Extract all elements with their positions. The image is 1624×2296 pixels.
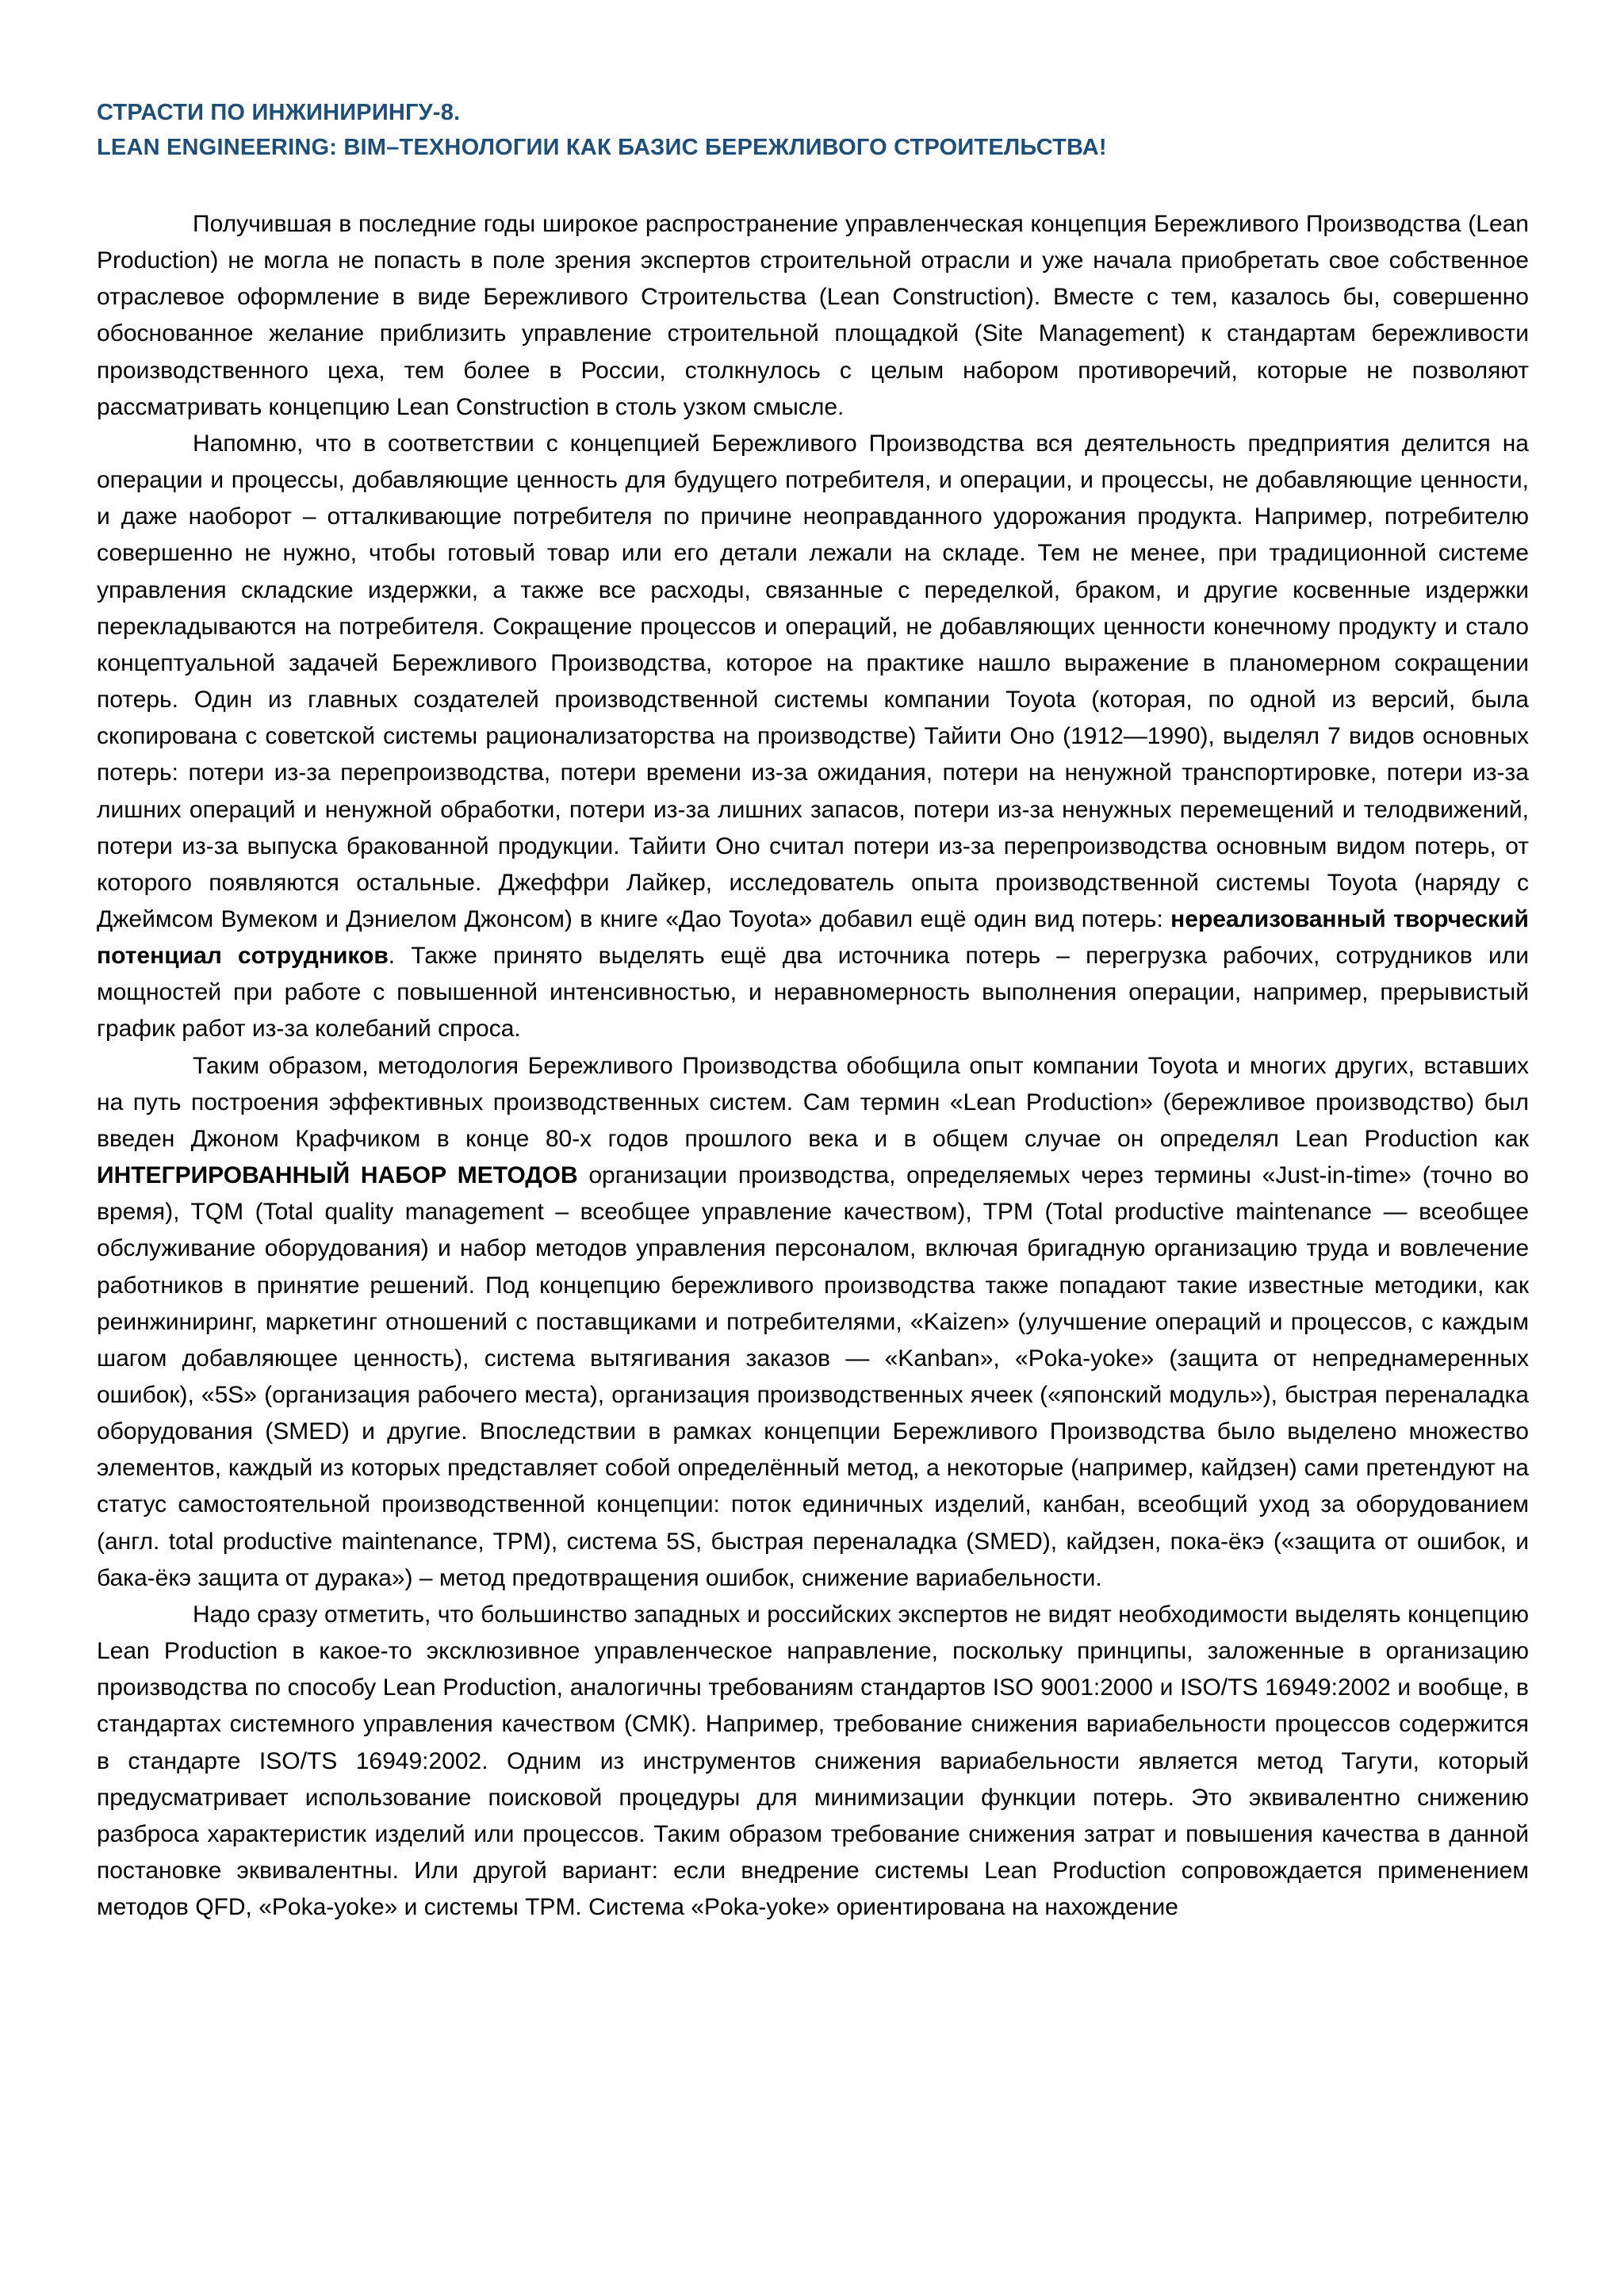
paragraph-3-text-a: Таким образом, методология Бережливого Производства обобщила опыт компании Toyota и многих других, вставших на путь построения эффективных производственных систем. Сам термин «Lean Production» (бережливое производство) был введен Джоном Крафчиком в конце 80-х годов прошлого века и в общем случае он определял Lean Production как [97, 1052, 1529, 1152]
paragraph-1 [97, 206, 1529, 426]
paragraph-3-bold-phrase: ИНТЕГРИРОВАННЫЙ НАБОР МЕТОДОВ [97, 1162, 578, 1189]
document-page [97, 95, 1529, 2267]
paragraph-2-text-b: . Также принято выделять ещё два источника потерь – перегрузка рабочих, сотрудников или мощностей при работе с повышенной интенсивностью, и неравномерность выполнения операции, например, прерывистый график работ из-за колебаний спроса. [97, 943, 1529, 1043]
paragraph-3-text-b: организации производства, определяемых через термины «Just-in-time» (точно во время), TQM (Total quality management – всеобщее управление качеством), TPM (Total productive maintenance — всеобщее обслуживание оборудования) и набор методов управления персоналом, включая бригадную организацию труда и вовлечение работников в принятие решений. Под концепцию бережливого производства также попадают такие известные методики, как реинжиниринг, маркетинг отношений с поставщиками и потребителями, «Kaizen» (улучшение операций и процессов, с каждым шагом добавляющее ценность), система вытягивания заказов — «Kanban», «Poka-yoke» (защита от непреднамеренных ошибок), «5S» (организация рабочего места), организация производственных ячеек («японский модуль»), быстрая переналадка оборудования (SMED) и другие. Впоследствии в рамках концепции Бережливого Производства было выделено множество элементов, каждый из которых представляет собой определённый метод, а некоторые (например, кайдзен) сами претендуют на статус самостоятельной производственной концепции: поток единичных изделий, канбан, всеобщий уход за оборудованием (англ. total productive maintenance, TPM), система 5S, быстрая переналадка (SMED), кайдзен, пока-ёкэ («защита от ошибок, и бака-ёкэ защита от дурака») – метод предотвращения ошибок, снижение вариабельности. [97, 1162, 1529, 1591]
paragraph-2-text-a: Напомню, что в соответствии с концепцией Бережливого Производства вся деятельность предприятия делится на операции и процессы, добавляющие ценность для будущего потребителя, и операции, и процессы, не добавляющие ценности, и даже наоборот – отталкивающие потребителя по причине неоправданного удорожания продукта. Например, потребителю совершенно не нужно, чтобы готовый товар или его детали лежали на складе. Тем не менее, при традиционной системе управления складские издержки, а также все расходы, связанные с переделкой, браком, и другие косвенные издержки перекладываются на потребителя. Сокращение процессов и операций, не добавляющих ценности конечному продукту и стало концептуальной задачей Бережливого Производства, которое на практике нашло выражение в планомерном сокращении потерь. Один из главных создателей производственной системы компании Toyota (которая, по одной из версий, была скопирована с советской системы рационализаторства на производстве) Тайити Оно (1912—1990), выделял 7 видов основных потерь: потери из-за перепроизводства, потери времени из-за ожидания, потери на ненужной транспортировке, потери из-за лишних операций и ненужной обработки, потери из-за лишних запасов, потери из-за ненужных перемещений и телодвижений, потери из-за выпуска бракованной продукции. Тайити Оно считал потери из-за перепроизводства основным видом потерь, от которого появляются остальные. Джеффри Лайкер, исследователь опыта производственной системы Toyota (наряду с Джеймсом Вумеком и Дэниелом Джонсом) в книге «Дао Toyota» добавил ещё один вид потерь: [97, 430, 1529, 932]
paragraph-2-bold-phrase: нереализованный творческий потенциал сотрудников [97, 905, 1529, 970]
paragraph-1-text: Получившая в последние годы широкое распространение управленческая концепция Бережливого Производства (Lean Production) не могла не попасть в поле зрения экспертов строительной отрасли и уже начала приобретать свое собственное отраслевое оформление в виде Бережливого Строительства (Lean Construction). Вместе с тем, казалось бы, совершенно обоснованное желание приблизить управление строительной площадкой (Site Management) к стандартам бережливости производственного цеха, тем более в России, столкнулось с целым набором противоречий, которые не позволяют рассматривать концепцию Lean Construction в столь узком смысле. [97, 211, 1529, 420]
paragraph-3 [97, 1048, 1529, 1597]
document-header [97, 95, 1529, 165]
paragraph-4 [97, 1597, 1529, 1926]
paragraph-2 [97, 426, 1529, 1048]
document-title-line-1: СТРАСТИ ПО ИНЖИНИРИНГУ-8. [97, 100, 461, 125]
paragraph-4-text: Надо сразу отметить, что большинство западных и российских экспертов не видят необходимости выделять концепцию Lean Production в какое-то эксклюзивное управленческое направление, поскольку принципы, заложенные в организацию производства по способу Lean Production, аналогичны требованиям стандартов ISO 9001:2000 и ISO/TS 16949:2002 и вообще, в стандартах системного управления качеством (СМК). Например, требование снижения вариабельности процессов содержится в стандарте ISO/TS 16949:2002. Одним из инструментов снижения вариабельности является метод Тагути, который предусматривает использование поисковой процедуры для минимизации функции потерь. Это эквивалентно снижению разброса характеристик изделий или процессов. Таким образом требование снижения затрат и повышения качества в данной постановке эквивалентны. Или другой вариант: если внедрение системы Lean Production сопровождается применением методов QFD, «Poka-yoke» и системы TPM. Система «Poka-yoke» ориентирована на нахождение [97, 1601, 1529, 1921]
document-title-line-2: LEAN ENGINEERING: BIM–ТЕХНОЛОГИИ КАК БАЗИС БЕРЕЖЛИВОГО СТРОИТЕЛЬСТВА! [97, 135, 1107, 160]
document-body [97, 206, 1529, 1926]
